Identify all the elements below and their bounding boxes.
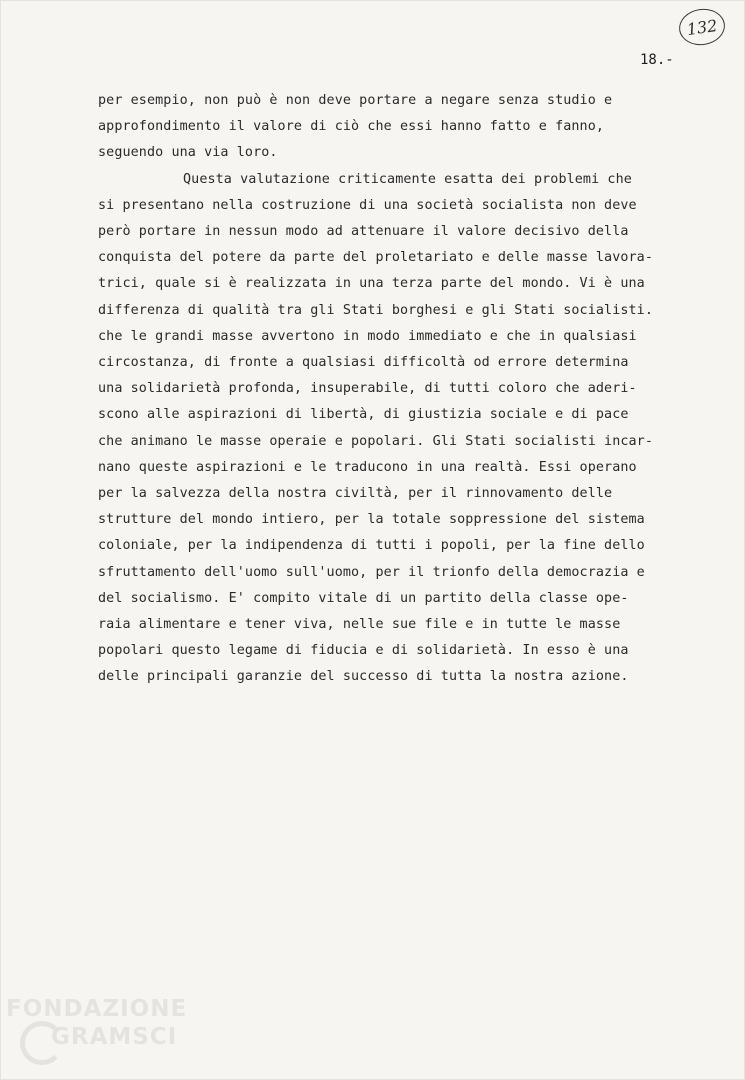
text-line: differenza di qualità tra gli Stati borghesi e gli Stati socialisti. xyxy=(98,302,654,318)
watermark-line-2: GRAMSCI xyxy=(51,1024,178,1050)
archive-watermark xyxy=(6,996,206,1066)
text-line: si presentano nella costruzione di una società socialista non deve xyxy=(98,197,637,213)
text-line: scono alle aspirazioni di libertà, di giustizia sociale e di pace xyxy=(98,407,629,423)
text-line: nano queste aspirazioni e le traducono in una realtà. Essi operano xyxy=(98,459,637,475)
text-line: trici, quale si è realizzata in una terza parte del mondo. Vi è una xyxy=(98,276,645,292)
document-body xyxy=(98,88,688,691)
text-line: conquista del potere da parte del proletariato e delle masse lavora- xyxy=(98,250,654,266)
archive-stamp-number: 132 xyxy=(685,15,719,39)
text-line: raia alimentare e tener viva, nelle sue file e in tutte le masse xyxy=(98,617,621,633)
text-line: però portare in nessun modo ad attenuare il valore decisivo della xyxy=(98,224,629,240)
page-number: 18.- xyxy=(640,52,674,68)
watermark-line-1: FONDAZIONE xyxy=(6,996,188,1022)
text-line: per la salvezza della nostra civiltà, per il rinnovamento delle xyxy=(98,486,613,502)
text-line: seguendo una via loro. xyxy=(98,145,278,161)
text-line: popolari questo legame di fiducia e di solidarietà. In esso è una xyxy=(98,643,629,659)
text-line: per esempio, non può è non deve portare a negare senza studio e xyxy=(98,93,613,108)
text-line: coloniale, per la indipendenza di tutti i popoli, per la fine dello xyxy=(98,538,645,554)
text-line: del socialismo. E' compito vitale di un partito della classe ope- xyxy=(98,590,629,606)
text-line: che le grandi masse avvertono in modo immediato e che in qualsiasi xyxy=(98,328,637,344)
text-line: delle principali garanzie del successo di tutta la nostra azione. xyxy=(98,669,629,685)
archive-stamp xyxy=(677,6,728,48)
text-line: che animano le masse operaie e popolari. Gli Stati socialisti incar- xyxy=(98,433,654,449)
text-line: approfondimento il valore di ciò che essi hanno fatto e fanno, xyxy=(98,119,605,135)
text-line: una solidarietà profonda, insuperabile, di tutti coloro che aderi- xyxy=(98,381,637,397)
text-line: circostanza, di fronte a qualsiasi difficoltà od errore determina xyxy=(98,355,629,371)
text-line: Questa valutazione criticamente esatta dei problemi che xyxy=(183,171,632,187)
text-line: strutture del mondo intiero, per la totale soppressione del sistema xyxy=(98,512,645,528)
text-line: sfruttamento dell'uomo sull'uomo, per il trionfo della democrazia e xyxy=(98,564,645,580)
